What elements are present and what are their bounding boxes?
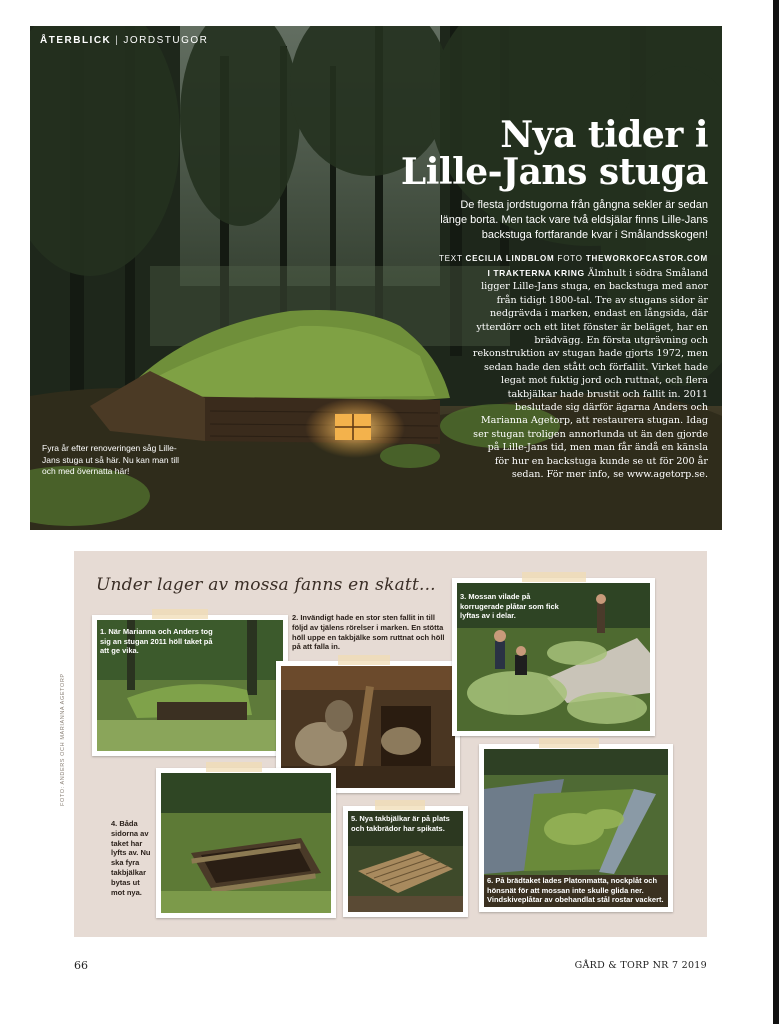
photo-1 xyxy=(92,615,288,756)
restoration-panel xyxy=(74,551,707,937)
hero-caption: Fyra år efter renoveringen såg Lille-Jans stuga ut så här. Nu kan man till och med övernatta här! xyxy=(42,443,180,476)
article-body xyxy=(472,267,708,482)
body-text: Älmhult i södra Småland ligger Lille-Jans stuga, en backstuga med anor från tidigt 1800-tal. Tre av stugans sidor är nedgrävda i marken, endast en långsida, där ytterdörr och ett litet fönster är beläget, har en brädvägg. En första utgrävning och rekonstruktion av stugan hade gjorts 1972, men sedan hade den stått och förfallit. Virket hade legat mot fuktig jord och ruttnat, och flera takbjälkar hade brustit och fallit in. 2011 beslutade sig därför ägarna Anders och Marianna Agetorp, att restaurera stugan. Idag ser stugan troligen annorlunda ut än den gjorde på Lille-Jans tid, men man får ändå en känsla för hur en backstuga kunde se ut för 200 år sedan. För mer info, se www.agetorp.se. xyxy=(472,268,708,481)
photo-5 xyxy=(343,806,468,917)
tape-strip xyxy=(375,800,425,810)
caption-1: 1. När Marianna och Anders tog sig an stugan 2011 höll taket på att ge vika. xyxy=(100,627,213,655)
hero-photo xyxy=(30,26,722,530)
tape-strip xyxy=(539,738,599,748)
section-label: ÅTERBLICK xyxy=(40,35,112,46)
caption-2: 2. Invändigt hade en stor sten fallit in till följd av tjälens rörelser i marken. En stötta höll uppe en takbjälke som ruttnat och höll på att falla in. xyxy=(292,613,445,652)
body-lead-in: I TRAKTERNA KRING xyxy=(487,268,585,278)
tape-strip xyxy=(338,655,390,665)
byline-text-label: TEXT xyxy=(438,254,463,263)
page-number: 66 xyxy=(74,959,88,972)
tape-strip xyxy=(152,609,208,619)
byline-photo-label: FOTO xyxy=(557,254,583,263)
section-tag: ÅTERBLICK | JORDSTUGOR xyxy=(40,35,209,46)
publication-info: GÅRD & TORP NR 7 2019 xyxy=(574,960,707,971)
byline-photographer: THEWORKOFCASTOR.COM xyxy=(585,254,708,263)
tape-strip xyxy=(206,762,262,772)
photo-3 xyxy=(452,578,655,736)
photo-6 xyxy=(479,744,673,912)
photo-credit: FOTO: ANDERS OCH MARIANNA AGETORP xyxy=(60,673,66,806)
caption-6: 6. På brädtaket lades Platonmatta, nockplåt och hönsnät för att mossan inte skulle glida ner. Vindskiveplåtar av obehandlat stål rostar vackert. xyxy=(487,876,664,904)
caption-3: 3. Mossan vilade på korrugerade plåtar som fick lyftas av i delar. xyxy=(460,592,559,620)
panel-title: Under lager av mossa fanns en skatt... xyxy=(96,575,436,595)
photo-4 xyxy=(156,768,336,918)
headline-line-2: Lille-Jans stuga xyxy=(400,151,708,193)
article-lede: De flesta jordstugorna från gångna sekler är sedan länge borta. Men tack vare två eldsjälar finns Lille-Jans backstuga fortfarande kvar i Smålandsskogen! xyxy=(440,199,708,241)
tape-strip xyxy=(522,572,586,582)
caption-4: 4. Båda sidorna av taket har lyfts av. Nu ska fyra takbjälkar bytas ut mot nya. xyxy=(111,819,151,897)
photo-4-image xyxy=(161,773,331,913)
subsection-label: JORDSTUGOR xyxy=(123,35,209,46)
headline-line-1: Nya tider i xyxy=(500,114,708,156)
byline-author: CECILIA LINDBLOM xyxy=(465,254,555,263)
caption-5: 5. Nya takbjälkar är på plats och takbrädor har spikats. xyxy=(351,814,450,833)
byline xyxy=(408,254,708,263)
article-headline xyxy=(378,114,708,193)
